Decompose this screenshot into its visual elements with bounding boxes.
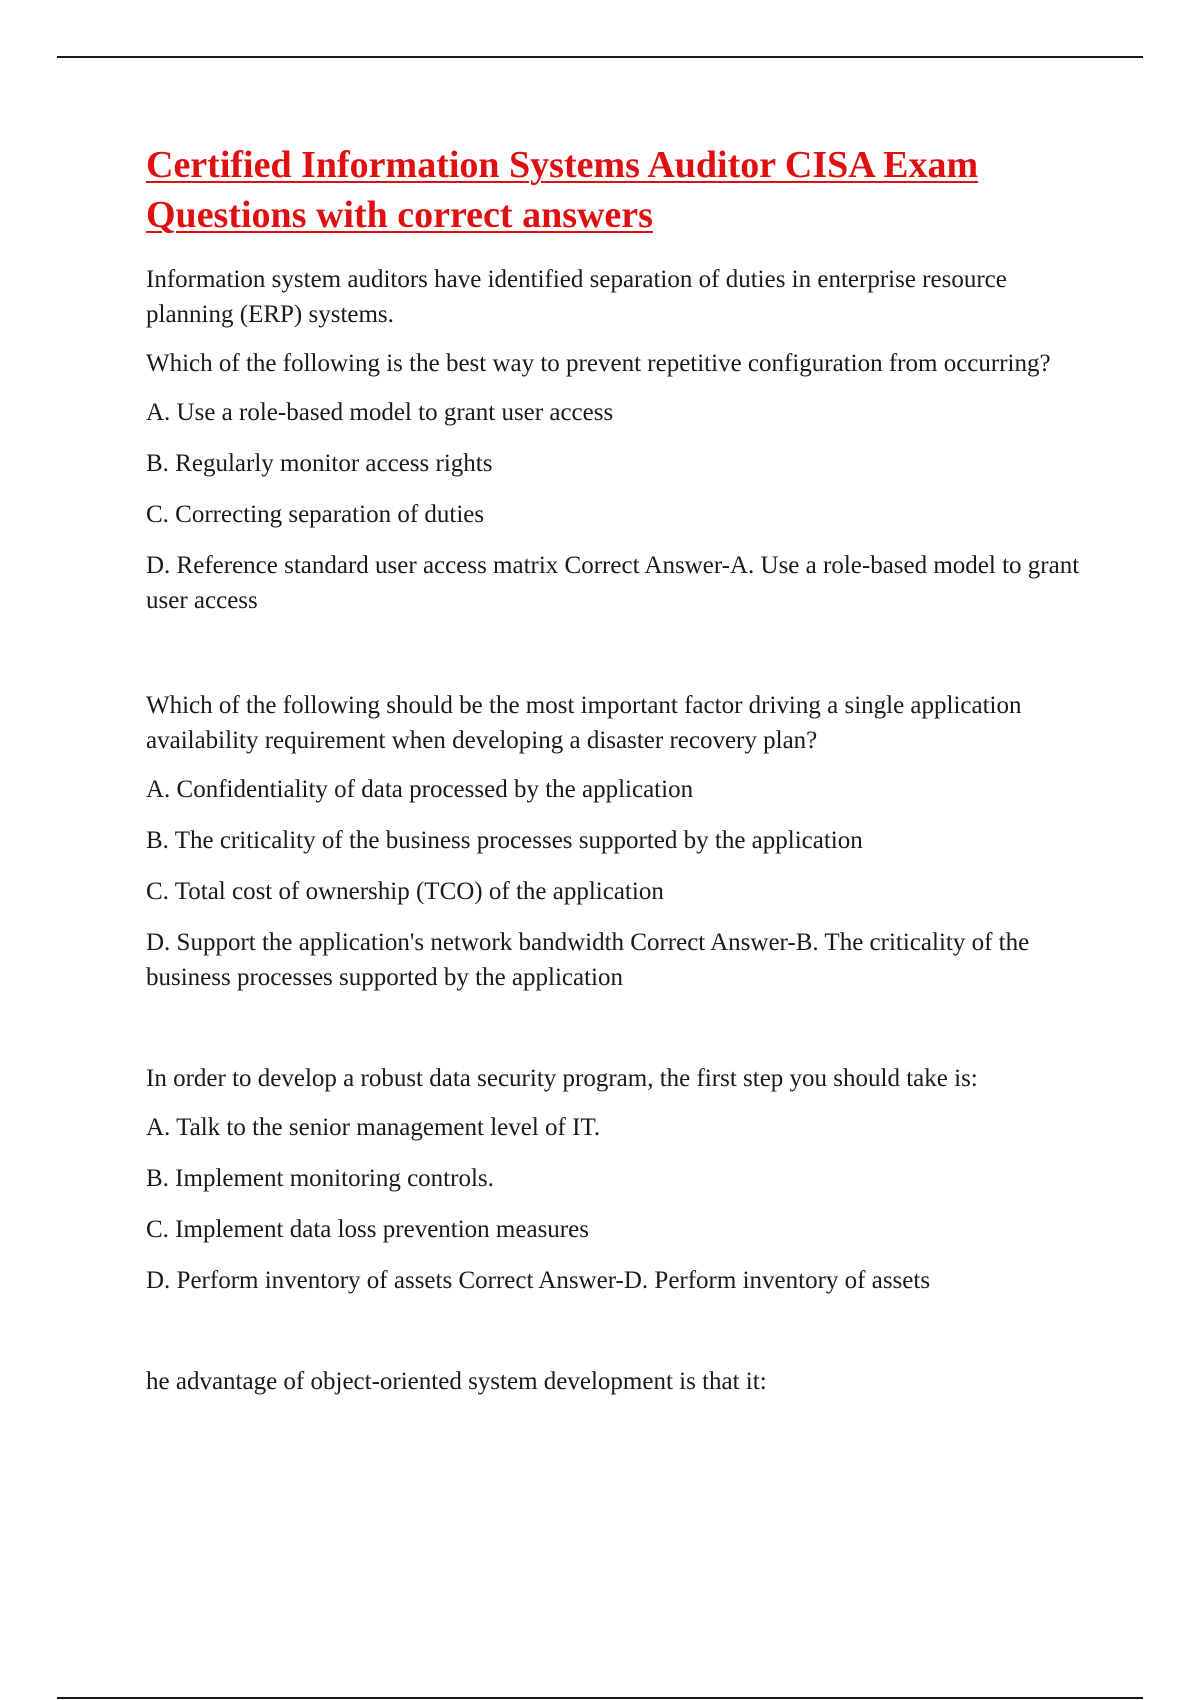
footer-rule bbox=[57, 1697, 1143, 1699]
option-b: B. Implement monitoring controls. bbox=[146, 1165, 494, 1192]
question-3 bbox=[146, 1061, 1096, 1298]
question-stem: Which of the following should be the most important factor driving a single application availability requirement when developing a disaster recovery plan? bbox=[146, 692, 1022, 754]
question-4 bbox=[146, 1364, 1096, 1399]
option-b: B. The criticality of the business processes supported by the application bbox=[146, 827, 863, 854]
option-c: C. Implement data loss prevention measures bbox=[146, 1216, 589, 1243]
option-d-with-answer: D. Reference standard user access matrix Correct Answer-A. Use a role-based model to grant user access bbox=[146, 552, 1080, 614]
header-rule bbox=[57, 56, 1143, 58]
option-a: A. Confidentiality of data processed by the application bbox=[146, 776, 694, 803]
option-a: A. Talk to the senior management level of IT. bbox=[146, 1114, 601, 1141]
question-1 bbox=[146, 262, 1096, 618]
option-a: A. Use a role-based model to grant user access bbox=[146, 399, 614, 426]
document-body bbox=[146, 140, 1096, 1465]
question-2 bbox=[146, 688, 1096, 995]
option-d-with-answer: D. Perform inventory of assets Correct Answer-D. Perform inventory of assets bbox=[146, 1267, 931, 1294]
document-title: Certified Information Systems Auditor CISA Exam Questions with correct answers bbox=[146, 144, 979, 236]
question-stem: he advantage of object-oriented system development is that it: bbox=[146, 1368, 767, 1395]
option-c: C. Correcting separation of duties bbox=[146, 501, 485, 528]
question-stem: Which of the following is the best way to prevent repetitive configuration from occurring? bbox=[146, 350, 1051, 377]
option-d-with-answer: D. Support the application's network bandwidth Correct Answer-B. The criticality of the business processes supported by the application bbox=[146, 929, 1030, 991]
option-b: B. Regularly monitor access rights bbox=[146, 450, 493, 477]
option-c: C. Total cost of ownership (TCO) of the application bbox=[146, 878, 664, 905]
question-stem: In order to develop a robust data security program, the first step you should take is: bbox=[146, 1065, 978, 1092]
question-intro: Information system auditors have identified separation of duties in enterprise resource planning (ERP) systems. bbox=[146, 266, 1007, 328]
